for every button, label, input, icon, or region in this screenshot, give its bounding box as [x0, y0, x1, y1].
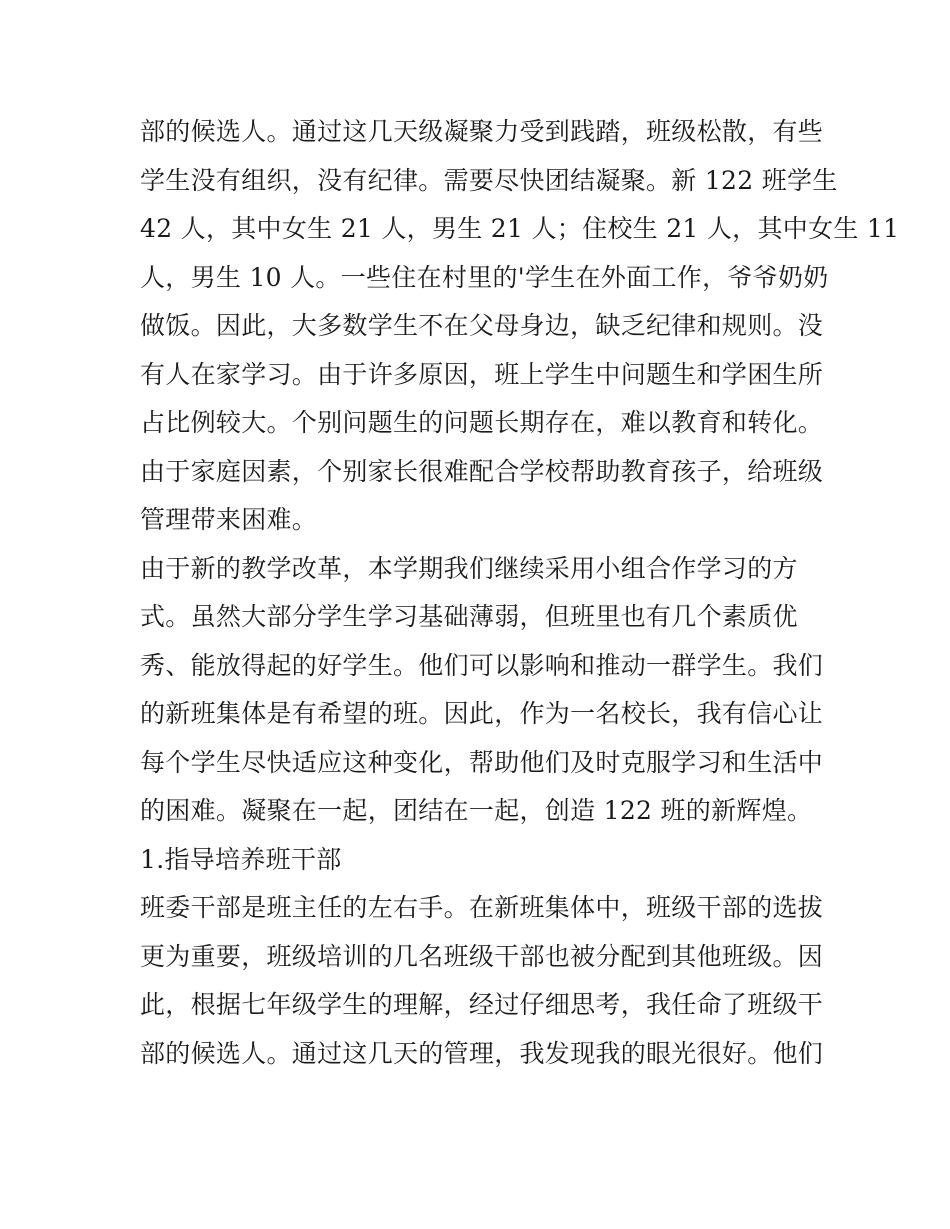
text-line: 每个学生尽快适应这种变化，帮助他们及时克服学习和生活中	[140, 747, 824, 777]
text-line: 的新班集体是有希望的班。因此，作为一名校长，我有信心让	[140, 699, 824, 728]
text-line: 占比例较大。个别问题生的问题长期存在，难以教育和转化。	[140, 408, 824, 437]
text-line: 部的候选人。通过这几天级凝聚力受到践踏，班级松散，有些	[140, 117, 824, 146]
text-line: 秀、能放得起的好学生。他们可以影响和推动一群学生。我们	[140, 650, 824, 680]
text-line: 学生没有组织，没有纪律。需要尽快团结凝聚。新 122 班学生	[140, 165, 838, 195]
text-line: 的困难。凝聚在一起，团结在一起，创造 122 班的新辉煌。	[140, 796, 813, 825]
text-line: 有人在家学习。由于许多原因，班上学生中问题生和学困生所	[140, 359, 824, 389]
text-line: 更为重要，班级培训的几名班级干部也被分配到其他班级。因	[140, 941, 824, 971]
text-line: 式。虽然大部分学生学习基础薄弱，但班里也有几个素质优	[140, 602, 798, 631]
text-line: 此，根据七年级学生的理解，经过仔细思考，我任命了班级干	[140, 990, 824, 1019]
text-line: 管理带来困难。	[140, 505, 318, 534]
text-line: 做饭。因此，大多数学生不在父母身边，缺乏纪律和规则。没	[140, 311, 824, 340]
section-heading: 1.指导培养班干部	[140, 844, 342, 874]
text-line: 班委干部是班主任的左右手。在新班集体中，班级干部的选拔	[140, 893, 824, 922]
text-line: 由于家庭因素，个别家长很难配合学校帮助教育孩子，给班级	[140, 456, 824, 486]
text-line: 部的候选人。通过这几天的管理，我发现我的眼光很好。他们	[140, 1038, 824, 1068]
text-line: 42 人，其中女生 21 人，男生 21 人；住校生 21 人，其中女生 11	[140, 214, 900, 243]
text-line: 由于新的教学改革，本学期我们继续采用小组合作学习的方	[140, 553, 798, 583]
document-body	[140, 108, 900, 1078]
text-line: 人，男生 10 人。一些住在村里的'学生在外面工作，爷爷奶奶	[140, 262, 829, 292]
